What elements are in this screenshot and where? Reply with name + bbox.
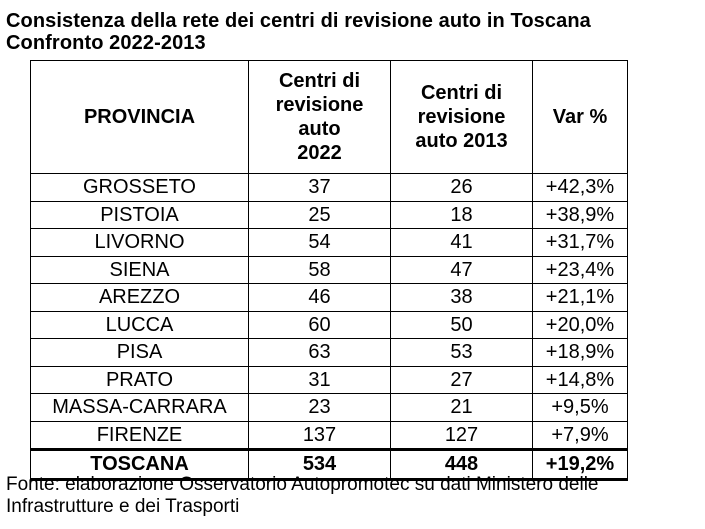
cell-provincia: PISTOIA [31, 201, 249, 229]
header-centri-2013-line: Centri di [420, 82, 503, 104]
cell-provincia: FIRENZE [31, 421, 249, 450]
title-line-1: Consistenza della rete dei centri di revisione auto in Toscana [6, 10, 591, 32]
cell-centri-2022: 54 [249, 229, 391, 257]
cell-centri-2022: 60 [249, 311, 391, 339]
table-row [31, 339, 628, 367]
table-row [31, 256, 628, 284]
cell-centri-2013: 50 [391, 311, 533, 339]
cell-var: +42,3% [533, 174, 628, 202]
centri-revisione-table [30, 60, 628, 481]
header-var [533, 61, 628, 174]
cell-centri-2013: 127 [391, 421, 533, 450]
cell-var: +21,1% [533, 284, 628, 312]
title-line-2: Confronto 2022-2013 [6, 32, 206, 54]
total-var: +19,2% [533, 450, 628, 480]
cell-provincia: GROSSETO [31, 174, 249, 202]
cell-centri-2022: 58 [249, 256, 391, 284]
table-row [31, 174, 628, 202]
cell-centri-2022: 37 [249, 174, 391, 202]
table-row [31, 366, 628, 394]
total-centri-2013: 448 [391, 450, 533, 480]
header-centri-2022-line: Centri di [278, 70, 361, 92]
header-provincia [31, 61, 249, 174]
table-row [31, 201, 628, 229]
cell-var: +20,0% [533, 311, 628, 339]
cell-centri-2013: 27 [391, 366, 533, 394]
source-line-2: Infrastrutture e dei Trasporti [6, 496, 240, 517]
cell-centri-2022: 25 [249, 201, 391, 229]
cell-centri-2013: 47 [391, 256, 533, 284]
cell-var: +38,9% [533, 201, 628, 229]
cell-var: +31,7% [533, 229, 628, 257]
cell-provincia: AREZZO [31, 284, 249, 312]
cell-centri-2013: 21 [391, 394, 533, 422]
cell-centri-2013: 38 [391, 284, 533, 312]
header-centri-2022-line: 2022 [297, 142, 342, 164]
cell-centri-2013: 26 [391, 174, 533, 202]
table-row [31, 284, 628, 312]
header-var-label: Var % [552, 106, 608, 128]
cell-centri-2013: 41 [391, 229, 533, 257]
table-row [31, 311, 628, 339]
total-provincia: TOSCANA [31, 450, 249, 480]
source-line-1: Fonte: elaborazione Osservatorio Autopromotec su dati Ministero delle [6, 474, 599, 495]
header-centri-2022 [249, 61, 391, 174]
cell-var: +14,8% [533, 366, 628, 394]
cell-centri-2022: 63 [249, 339, 391, 367]
header-provincia-label: PROVINCIA [83, 106, 196, 128]
cell-centri-2022: 23 [249, 394, 391, 422]
cell-var: +23,4% [533, 256, 628, 284]
table-row [31, 229, 628, 257]
header-centri-2013-line: auto 2013 [415, 130, 508, 152]
cell-centri-2022: 46 [249, 284, 391, 312]
cell-centri-2013: 53 [391, 339, 533, 367]
cell-provincia: SIENA [31, 256, 249, 284]
cell-var: +7,9% [533, 421, 628, 450]
cell-centri-2022: 31 [249, 366, 391, 394]
page-title [6, 10, 591, 54]
cell-var: +9,5% [533, 394, 628, 422]
cell-provincia: MASSA-CARRARA [31, 394, 249, 422]
cell-provincia: PRATO [31, 366, 249, 394]
cell-var: +18,9% [533, 339, 628, 367]
header-centri-2022-line: revisione [275, 94, 364, 116]
cell-centri-2022: 137 [249, 421, 391, 450]
header-centri-2013 [391, 61, 533, 174]
total-centri-2022: 534 [249, 450, 391, 480]
cell-provincia: PISA [31, 339, 249, 367]
source-note [6, 474, 598, 518]
header-centri-2022-line: auto [298, 118, 341, 140]
table-row [31, 421, 628, 450]
cell-provincia: LIVORNO [31, 229, 249, 257]
cell-provincia: LUCCA [31, 311, 249, 339]
cell-centri-2013: 18 [391, 201, 533, 229]
header-centri-2013-line: revisione [417, 106, 506, 128]
table-header-row [31, 61, 628, 174]
table-row [31, 394, 628, 422]
